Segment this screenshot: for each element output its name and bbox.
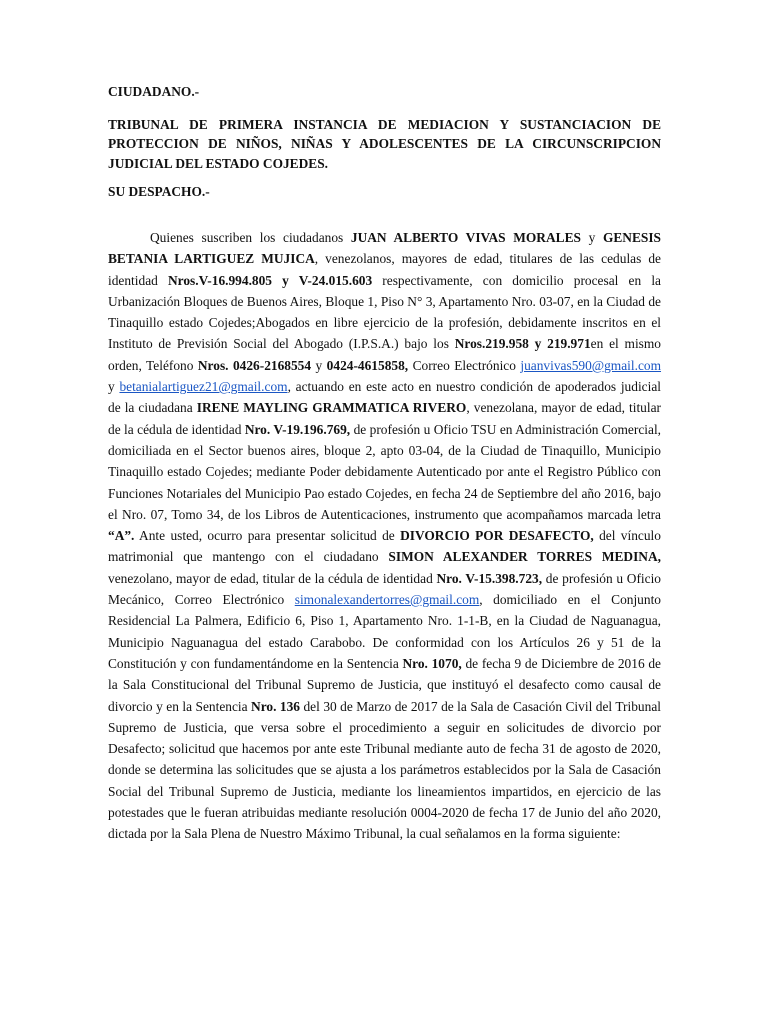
body-text: Ante usted, ocurro para presentar solicitud de <box>134 528 401 544</box>
petition-paragraph <box>108 227 661 845</box>
body-text: y <box>311 357 327 373</box>
request-type: DIVORCIO POR DESAFECTO, <box>400 528 594 544</box>
ruling-number-2: Nro. 136 <box>251 698 301 714</box>
email-link-3[interactable]: simonalexandertorres@gmail.com <box>294 592 480 608</box>
client-id: Nro. V-19.196.769, <box>244 421 351 437</box>
spouse-name: SIMON ALEXANDER TORRES MEDINA, <box>388 549 662 565</box>
body-text: y <box>108 379 120 395</box>
ipsa-numbers: Nros.219.958 y 219.971 <box>454 336 591 352</box>
body-text: de profesión u Oficio Mecánico, Correo Electrónico <box>108 570 662 608</box>
email-link-1[interactable]: juanvivas590@gmail.com <box>520 357 662 373</box>
body-text: de fecha 9 de Diciembre de 2016 de la Sala Constitucional del Tribunal Supremo de Justicia, que instituyó el desafecto como causal de divorcio y en la Sentencia <box>108 655 661 714</box>
petition-body <box>108 227 661 845</box>
petitioner-name-2: GENESIS BETANIA LARTIGUEZ MUJICA <box>108 230 662 267</box>
body-text: del vínculo matrimonial que mantengo con el ciudadano <box>108 528 661 565</box>
body-text: venezolano, mayor de edad, titular de la cédula de identidad <box>108 570 437 586</box>
phone-1: Nros. 0426-2168554 <box>197 357 312 373</box>
id-numbers: Nros.V-16.994.805 y V-24.015.603 <box>167 272 373 288</box>
document-header <box>108 82 661 202</box>
body-text: , actuando en este acto en nuestro condición de apoderados judicial de la ciudadana <box>108 379 661 416</box>
body-text: de profesión u Oficio TSU en Administración Comercial, domiciliada en el Sector buenos aires, bloque 2, apto 03-04, de la Ciudad de Tinaquillo, Municipio Tinaquillo estado Cojedes; mediante Poder debidamente Autenticado por ante el Registro Público con Funciones Notariales del Municipio Pao estado Cojedes, en fecha 24 de Septiembre del año 2016, bajo el Nro. 07, Tomo 34, de los Libros de Autenticaciones, instrumento que acompañamos marcada letra <box>108 421 662 522</box>
body-text: en el mismo orden, Teléfono <box>108 336 661 373</box>
annex-letter: “A”. <box>108 528 135 544</box>
email-link-2[interactable]: betanialartiguez21@gmail.com <box>119 379 288 395</box>
office-line: SU DESPACHO.- <box>108 184 210 199</box>
court-name: TRIBUNAL DE PRIMERA INSTANCIA DE MEDIACION Y SUSTANCIACION DE PROTECCION DE NIÑOS, NIÑAS Y ADOLESCENTES DE LA CIRCUNSCRIPCION JUDICIAL DEL ESTADO COJEDES. <box>108 116 661 171</box>
body-text: , venezolanos, mayores de edad, titulares de las cedulas de identidad <box>108 251 661 288</box>
body-text: y <box>580 230 603 245</box>
petitioner-name-1: JUAN ALBERTO VIVAS MORALES <box>350 230 581 245</box>
body-text: respectivamente, con domicilio procesal en la Urbanización Bloques de Buenos Aires, Bloque 1, Piso N° 3, Apartamento Nro. 03-07, en la Ciudad de Tinaquillo estado Cojedes;Abogados en libre ejercicio de la profesión, debidamente inscritos en el Instituto de Previsión Social del Abogado (I.P.S.A.) bajo los <box>108 272 661 352</box>
ruling-number-1: Nro. 1070, <box>402 655 462 671</box>
body-text: del 30 de Marzo de 2017 de la Sala de Casación Civil del Tribunal Supremo de Justicia, que versa sobre el procedimiento a seguir en solicitudes de divorcio por Desafecto; solicitud que hacemos por ante este Tribunal mediante auto de fecha 31 de agosto de 2020, donde se determina las solicitudes que se ajusta a los parámetros establecidos por la Sala de Casación Social del Tribunal Supremo de Justicia, mediante los lineamientos impartidos, en ejercicio de las potestades que le fueran atribuidas mediante resolución 0004-2020 de fecha 17 de Junio del año 2020, dictada por la Sala Plena de Nuestro Máximo Tribunal, la cual señalamos en la forma siguiente: <box>108 698 661 842</box>
body-text: Quienes suscriben los ciudadanos <box>150 230 351 245</box>
client-name: IRENE MAYLING GRAMMATICA RIVERO <box>196 400 467 416</box>
addressee-line: CIUDADANO.- <box>108 84 200 99</box>
phone-2: 0424-4615858, <box>326 357 409 373</box>
body-text: , venezolana, mayor de edad, titular de la cédula de identidad <box>108 400 661 437</box>
body-text: Correo Electrónico <box>408 357 521 373</box>
body-text: , domiciliado en el Conjunto Residencial La Palmera, Edificio 6, Piso 1, Apartamento Nro. 1-1-B, en la Ciudad de Naguanagua, Municipio Naguanagua del estado Carabobo. De conformidad con los Artículos 26 y 51 de la Constitución y con fundamentándome en la Sentencia <box>108 592 661 671</box>
spouse-id: Nro. V-15.398.723, <box>436 570 543 586</box>
